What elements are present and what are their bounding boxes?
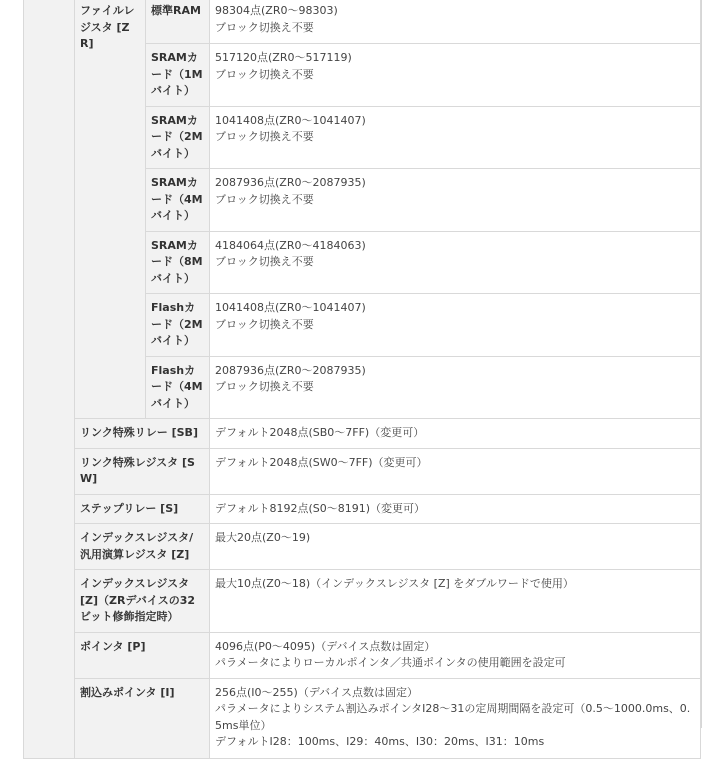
category-label: インデックスレジスタ [Z]（ZRデバイスの32ビット修飾指定時）: [80, 577, 196, 623]
value-cell: [210, 0, 701, 44]
value-line: 256点(I0～255)（デバイス点数は固定）: [215, 685, 419, 699]
category-cell: [75, 419, 210, 449]
value-cell: [210, 356, 701, 419]
category-label: リンク特殊レジスタ [SW]: [80, 455, 195, 485]
table-row: [24, 448, 701, 494]
category-cell: [75, 678, 210, 758]
sub-category-cell: [146, 169, 210, 232]
value-line: 4096点(P0～4095)（デバイス点数は固定）: [215, 639, 436, 653]
table-row: [24, 494, 701, 524]
value-line: ブロック切換え不要: [215, 317, 314, 331]
sub-category-cell: [146, 44, 210, 107]
value-line: パラメータによりシステム割込みポインタI28～31の定周期間隔を設定可（0.5～1000.0ms、0.5ms単位）: [215, 702, 691, 732]
value-line: 1041408点(ZR0～1041407): [215, 301, 366, 314]
table-row: [24, 570, 701, 633]
value-line: デフォルト2048点(SB0～7FF)（変更可）: [215, 426, 425, 439]
sub-category-label: SRAMカード（4Mバイト）: [151, 176, 203, 222]
table-row: [24, 0, 701, 44]
value-line: ブロック切換え不要: [215, 130, 314, 143]
value-cell: [210, 294, 701, 357]
table-row: [24, 524, 701, 570]
category-label: ポインタ [P]: [80, 639, 146, 653]
value-cell: [210, 570, 701, 633]
sub-category-cell: [146, 106, 210, 169]
category-label: ステップリレー [S]: [80, 501, 179, 515]
value-cell: [210, 678, 701, 758]
value-cell: [210, 419, 701, 449]
value-cell: [210, 106, 701, 169]
value-line: 98304点(ZR0～98303): [215, 4, 338, 17]
sub-category-label: Flashカード（4Mバイト）: [151, 363, 203, 410]
table-row: [24, 419, 701, 449]
outer-group-cell: [24, 0, 75, 758]
category-cell: [75, 524, 210, 570]
category-cell: [75, 494, 210, 524]
value-cell: [210, 632, 701, 678]
value-cell: [210, 524, 701, 570]
value-line: ブロック切換え不要: [215, 255, 314, 268]
category-cell: [75, 448, 210, 494]
sub-category-label: SRAMカード（2Mバイト）: [151, 113, 203, 160]
value-line: ブロック切換え不要: [215, 20, 314, 34]
sub-category-label: SRAMカード（8Mバイト）: [151, 238, 203, 285]
value-line: 1041408点(ZR0～1041407): [215, 113, 366, 127]
value-cell: [210, 231, 701, 294]
sub-category-cell: [146, 356, 210, 419]
value-cell: [210, 494, 701, 524]
value-line: デフォルトI28：100ms、I29：40ms、I30：20ms、I31：10ms: [215, 735, 545, 748]
category-cell: [75, 0, 146, 419]
category-label: 割込みポインタ [I]: [80, 685, 175, 699]
value-line: パラメータによりローカルポインタ／共通ポインタの使用範囲を設定可: [215, 656, 566, 669]
sub-category-label: SRAMカード（1Mバイト）: [151, 51, 203, 97]
value-line: 最大10点(Z0～18)（インデックスレジスタ [Z] をダブルワードで使用）: [215, 577, 574, 590]
sub-category-cell: [146, 294, 210, 357]
value-line: ブロック切換え不要: [215, 380, 314, 393]
category-cell: [75, 570, 210, 633]
category-cell: [75, 632, 210, 678]
category-label: インデックスレジスタ/汎用演算レジスタ [Z]: [80, 531, 194, 561]
sub-category-cell: [146, 231, 210, 294]
table-row: [24, 678, 701, 758]
category-label: リンク特殊リレー [SB]: [80, 426, 198, 439]
value-line: デフォルト8192点(S0～8191)（変更可）: [215, 501, 426, 515]
device-spec-table: [23, 0, 701, 759]
value-line: 517120点(ZR0～517119): [215, 51, 352, 64]
sub-category-cell: [146, 0, 210, 44]
value-cell: [210, 44, 701, 107]
value-cell: [210, 169, 701, 232]
sub-category-label: 標準RAM: [151, 4, 201, 17]
value-line: 4184064点(ZR0～4184063): [215, 238, 366, 252]
value-line: 2087936点(ZR0～2087935): [215, 363, 366, 377]
value-line: 2087936点(ZR0～2087935): [215, 176, 366, 189]
sub-category-label: Flashカード（2Mバイト）: [151, 301, 203, 347]
page-border: [701, 0, 702, 728]
value-line: 最大20点(Z0～19): [215, 531, 311, 544]
value-line: デフォルト2048点(SW0～7FF)（変更可）: [215, 455, 428, 469]
value-line: ブロック切換え不要: [215, 67, 314, 81]
value-line: ブロック切換え不要: [215, 192, 314, 206]
value-cell: [210, 448, 701, 494]
category-label: ファイルレジスタ [Z R]: [80, 4, 135, 50]
table-row: [24, 632, 701, 678]
